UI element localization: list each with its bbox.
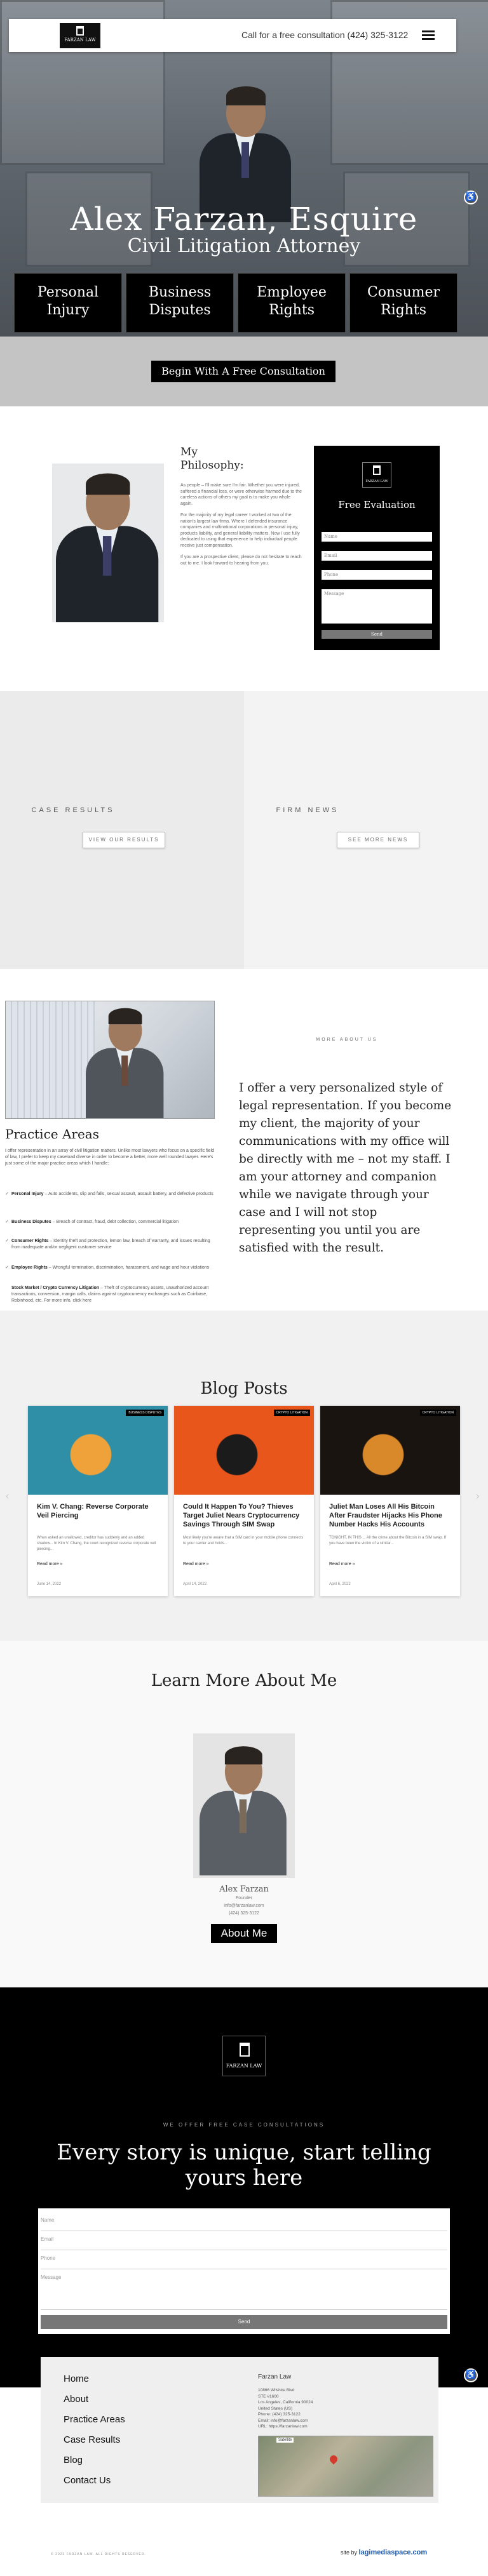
nav-practice-areas[interactable]: Practice Areas <box>64 2414 125 2425</box>
practice-item-title: Employee Rights <box>11 1265 48 1270</box>
practice-item-title: Consumer Rights <box>11 1239 49 1243</box>
address-line: United States (US) <box>258 2406 293 2411</box>
hero-subtitle: Civil Litigation Attorney <box>127 235 361 257</box>
phone-cta[interactable]: Call for a free consultation (424) 325-3122 <box>241 30 409 40</box>
consult-band <box>0 337 488 406</box>
logo-text: FARZAN LAW <box>365 479 388 483</box>
check-icon: ✓ <box>5 1220 9 1224</box>
philosophy-paragraph: If you are a prospective client, please do not hesitate to reach out to me. I look forward to hearing from you. <box>180 555 302 566</box>
accessibility-icon[interactable]: ♿ <box>464 2368 478 2382</box>
service-personal-injury[interactable]: Personal Injury <box>14 273 122 333</box>
office-photo <box>5 1001 215 1119</box>
site-header <box>9 19 456 52</box>
practice-item-text: – Identity theft and protection, lemon law, breach of warranty, and issues resulting from inadequate and/or negligent customer service <box>11 1239 210 1250</box>
message-field[interactable]: Message <box>322 589 432 624</box>
footer-firm: Farzan Law <box>258 2373 292 2380</box>
practice-heading: Practice Areas <box>5 1126 99 1142</box>
blog-card[interactable] <box>320 1406 460 1596</box>
nav-blog[interactable]: Blog <box>64 2455 83 2466</box>
practice-item-text: – Wrongful termination, discrimination, harassment, and wage and hour violations <box>47 1265 210 1270</box>
practice-item <box>5 1238 215 1251</box>
blog-section <box>0 1311 488 1641</box>
hamburger-menu-icon[interactable] <box>422 30 435 41</box>
hero-name: Alex Farzan, Esquire <box>70 201 418 237</box>
name-field[interactable]: Name <box>41 2215 447 2231</box>
service-employee-rights[interactable]: Employee Rights <box>238 273 346 333</box>
philosophy-heading: My Philosophy: <box>180 446 244 472</box>
evaluation-form <box>314 446 440 650</box>
philosophy-paragraph: As people – I'll make sure I'm fair. Whether you were injured, suffered a financial loss, or were otherwise harmed due to the careless actions of others my goal is to make you whole again. <box>180 483 302 506</box>
blog-card[interactable] <box>28 1406 168 1596</box>
email-field[interactable]: Email <box>322 551 432 561</box>
firm-logo <box>362 462 391 488</box>
send-button[interactable]: Send <box>322 630 432 639</box>
contact-caption: WE OFFER FREE CASE CONSULTATIONS <box>163 2122 325 2128</box>
practice-item <box>5 1191 215 1198</box>
blog-title[interactable]: Could It Happen To You? Thieves Target Juliet Nears Cryptocurrency Savings Through SIM Swap <box>183 1503 300 1528</box>
see-news-button[interactable]: SEE MORE NEWS <box>337 832 419 848</box>
logo-text: FARZAN LAW <box>64 37 96 43</box>
practice-item <box>5 1265 215 1271</box>
free-consultation-button[interactable]: Begin With A Free Consultation <box>151 361 336 382</box>
service-business-disputes[interactable]: Business Disputes <box>126 273 234 333</box>
site-credit[interactable] <box>341 2549 427 2556</box>
case-results-panel <box>0 691 244 969</box>
more-about-caption: MORE ABOUT US <box>316 1038 378 1042</box>
about-me-button[interactable]: About Me <box>211 1924 277 1943</box>
nav-home[interactable]: Home <box>64 2373 90 2384</box>
blog-date: April 14, 2022 <box>183 1582 207 1586</box>
email-field[interactable]: Email <box>41 2234 447 2250</box>
blog-excerpt: Most likely you're aware that a SIM card in your mobile phone connects to your carrier and holds... <box>183 1536 304 1545</box>
hero-section <box>0 0 488 337</box>
practice-item-text: – Auto accidents, slip and falls, sexual assault, assault battery, and defective products <box>43 1192 214 1196</box>
attorney-portrait <box>52 464 164 622</box>
read-more-link[interactable]: Read more » <box>329 1562 355 1566</box>
practice-item <box>5 1219 215 1225</box>
practice-item-title: Business Disputes <box>11 1220 51 1224</box>
attorney-photo-small <box>193 1733 295 1878</box>
practice-item-title: Personal Injury <box>11 1192 44 1196</box>
firm-news-panel <box>244 691 488 969</box>
contact-heading: Every story is unique, start telling yours here <box>57 2140 431 2191</box>
blog-date: April 6, 2022 <box>329 1582 351 1586</box>
address-line: Los Angeles, California 90024 <box>258 2400 313 2405</box>
nav-about[interactable]: About <box>64 2394 89 2405</box>
pillar-icon <box>240 2043 250 2057</box>
read-more-link[interactable]: Read more » <box>37 1562 63 1566</box>
practice-item-text: – Breach of contract, fraud, debt collection, commercial litigation <box>51 1220 179 1224</box>
carousel-next-icon[interactable]: › <box>475 1490 480 1503</box>
category-badge: BUSINESS DISPUTES <box>126 1410 164 1416</box>
view-results-button[interactable]: VIEW OUR RESULTS <box>83 832 165 848</box>
copyright: © 2022 FARZAN LAW. ALL RIGHTS RESERVED. <box>51 2553 146 2556</box>
credit-prefix: site by <box>341 2549 358 2556</box>
blog-title[interactable]: Juliet Man Loses All His Bitcoin After Fraudster Hijacks His Phone Number Hacks His Accounts <box>329 1503 442 1528</box>
map-pin-icon[interactable] <box>329 2454 339 2465</box>
practice-item-text[interactable]: – Theft of cryptocurrency assets, unauthorized account transactions, conversion, margin calls, claims against cryptocurrency exchanges such as Coinbase, Robinhood, etc. For more info, click here <box>11 1286 209 1303</box>
pillar-icon <box>76 26 84 36</box>
footer-nav <box>64 2373 125 2495</box>
address-line[interactable]: Email: info@farzanlaw.com <box>258 2418 308 2423</box>
read-more-link[interactable]: Read more » <box>183 1562 209 1566</box>
blog-image <box>174 1406 314 1495</box>
profile-email[interactable]: info@farzanlaw.com <box>224 1904 264 1908</box>
send-button[interactable]: Send <box>41 2315 447 2329</box>
case-results-caption: CASE RESULTS <box>31 806 115 814</box>
pillar-icon <box>373 465 381 475</box>
category-badge: CRYPTO LITIGATION <box>274 1410 310 1416</box>
phone-field[interactable]: Phone <box>322 570 432 580</box>
blog-image <box>320 1406 460 1495</box>
carousel-prev-icon[interactable]: ‹ <box>5 1490 10 1503</box>
firm-logo <box>222 2036 266 2076</box>
footer-panel <box>41 2357 438 2503</box>
blog-image <box>28 1406 168 1495</box>
firm-logo[interactable] <box>60 23 100 48</box>
form-title: Free Evaluation <box>338 499 416 511</box>
contact-section <box>0 1987 488 2387</box>
philosophy-paragraph: For the majority of my legal career I worked at two of the nation's largest law firms. Where I defended insurance companies and multinational corporations in personal injury, products liability, and general liability matters. Now I use fully dedicated to using that experience to help individual people receive just compensation. <box>180 513 300 548</box>
location-map[interactable] <box>258 2436 433 2497</box>
practice-item <box>5 1285 215 1304</box>
service-consumer-rights[interactable]: Consumer Rights <box>349 273 458 333</box>
blog-heading: Blog Posts <box>200 1379 288 1398</box>
address-line[interactable]: URL: https://farzanlaw.com <box>258 2424 308 2429</box>
address-line[interactable]: Phone: (424) 325-3122 <box>258 2412 301 2417</box>
name-field[interactable]: Name <box>322 532 432 542</box>
category-badge: CRYPTO LITIGATION <box>420 1410 456 1416</box>
firm-news-caption: FIRM NEWS <box>276 806 339 814</box>
logo-text: FARZAN LAW <box>226 2063 262 2069</box>
practice-intro: I offer representation in an array of civil litigation matters. Unlike most lawyers who focus on a specific field of law, I prefer to keep my caseload diverse in order to become a better, more well rounded lawyer. Here's just some of the major practice areas which I handle: <box>5 1149 215 1166</box>
phone-field[interactable]: Phone <box>41 2253 447 2269</box>
attorney-photo <box>200 89 291 216</box>
personal-statement: I offer a very personalized style of legal representation. If you become my client, the majority of your communications with my office will be directly with me – not my staff. I am your attorney and companion while we navigate through your case and I will not stop representing you until you are satisfied with the result. <box>239 1081 452 1255</box>
learn-heading: Learn More About Me <box>151 1671 337 1690</box>
blog-excerpt: When asked an unallowed, creditor has suddenly and an added shadow... In Kim V. Chang, the court recognized reverse corporate veil piercing... <box>37 1536 156 1551</box>
check-icon: ✓ <box>5 1192 9 1196</box>
check-icon: ✓ <box>5 1265 9 1270</box>
nav-contact-us[interactable]: Contact Us <box>64 2475 111 2486</box>
map-view-toggle[interactable]: Satellite <box>276 2438 294 2443</box>
footer-address <box>258 2387 417 2430</box>
credit-brand[interactable]: lagimediaspace.com <box>358 2549 428 2556</box>
message-field[interactable]: Message <box>41 2272 447 2310</box>
accessibility-icon[interactable]: ♿ <box>464 190 478 204</box>
profile-name: Alex Farzan <box>219 1885 269 1894</box>
nav-case-results[interactable]: Case Results <box>64 2434 121 2445</box>
practice-item-title: Stock Market / Crypto Currency Litigation <box>11 1286 100 1290</box>
address-line: 10866 Wilshire Blvd <box>258 2388 295 2392</box>
learn-more-section <box>0 1641 488 1987</box>
blog-card[interactable] <box>174 1406 314 1596</box>
check-icon: ✓ <box>5 1239 9 1243</box>
address-line: STE #1600 <box>258 2394 279 2399</box>
blog-date: June 14, 2022 <box>37 1582 62 1586</box>
blog-title[interactable]: Kim V. Chang: Reverse Corporate Veil Piercing <box>37 1503 149 1519</box>
philosophy-text <box>180 483 304 566</box>
profile-phone[interactable]: (424) 325-3122 <box>229 1911 259 1916</box>
blog-excerpt: TONIGHT, IN THIS ... All the crime about the Bitcoin in a SIM swap. If you have been the victim of a similar... <box>329 1536 447 1545</box>
profile-role: Founder <box>235 1896 253 1900</box>
